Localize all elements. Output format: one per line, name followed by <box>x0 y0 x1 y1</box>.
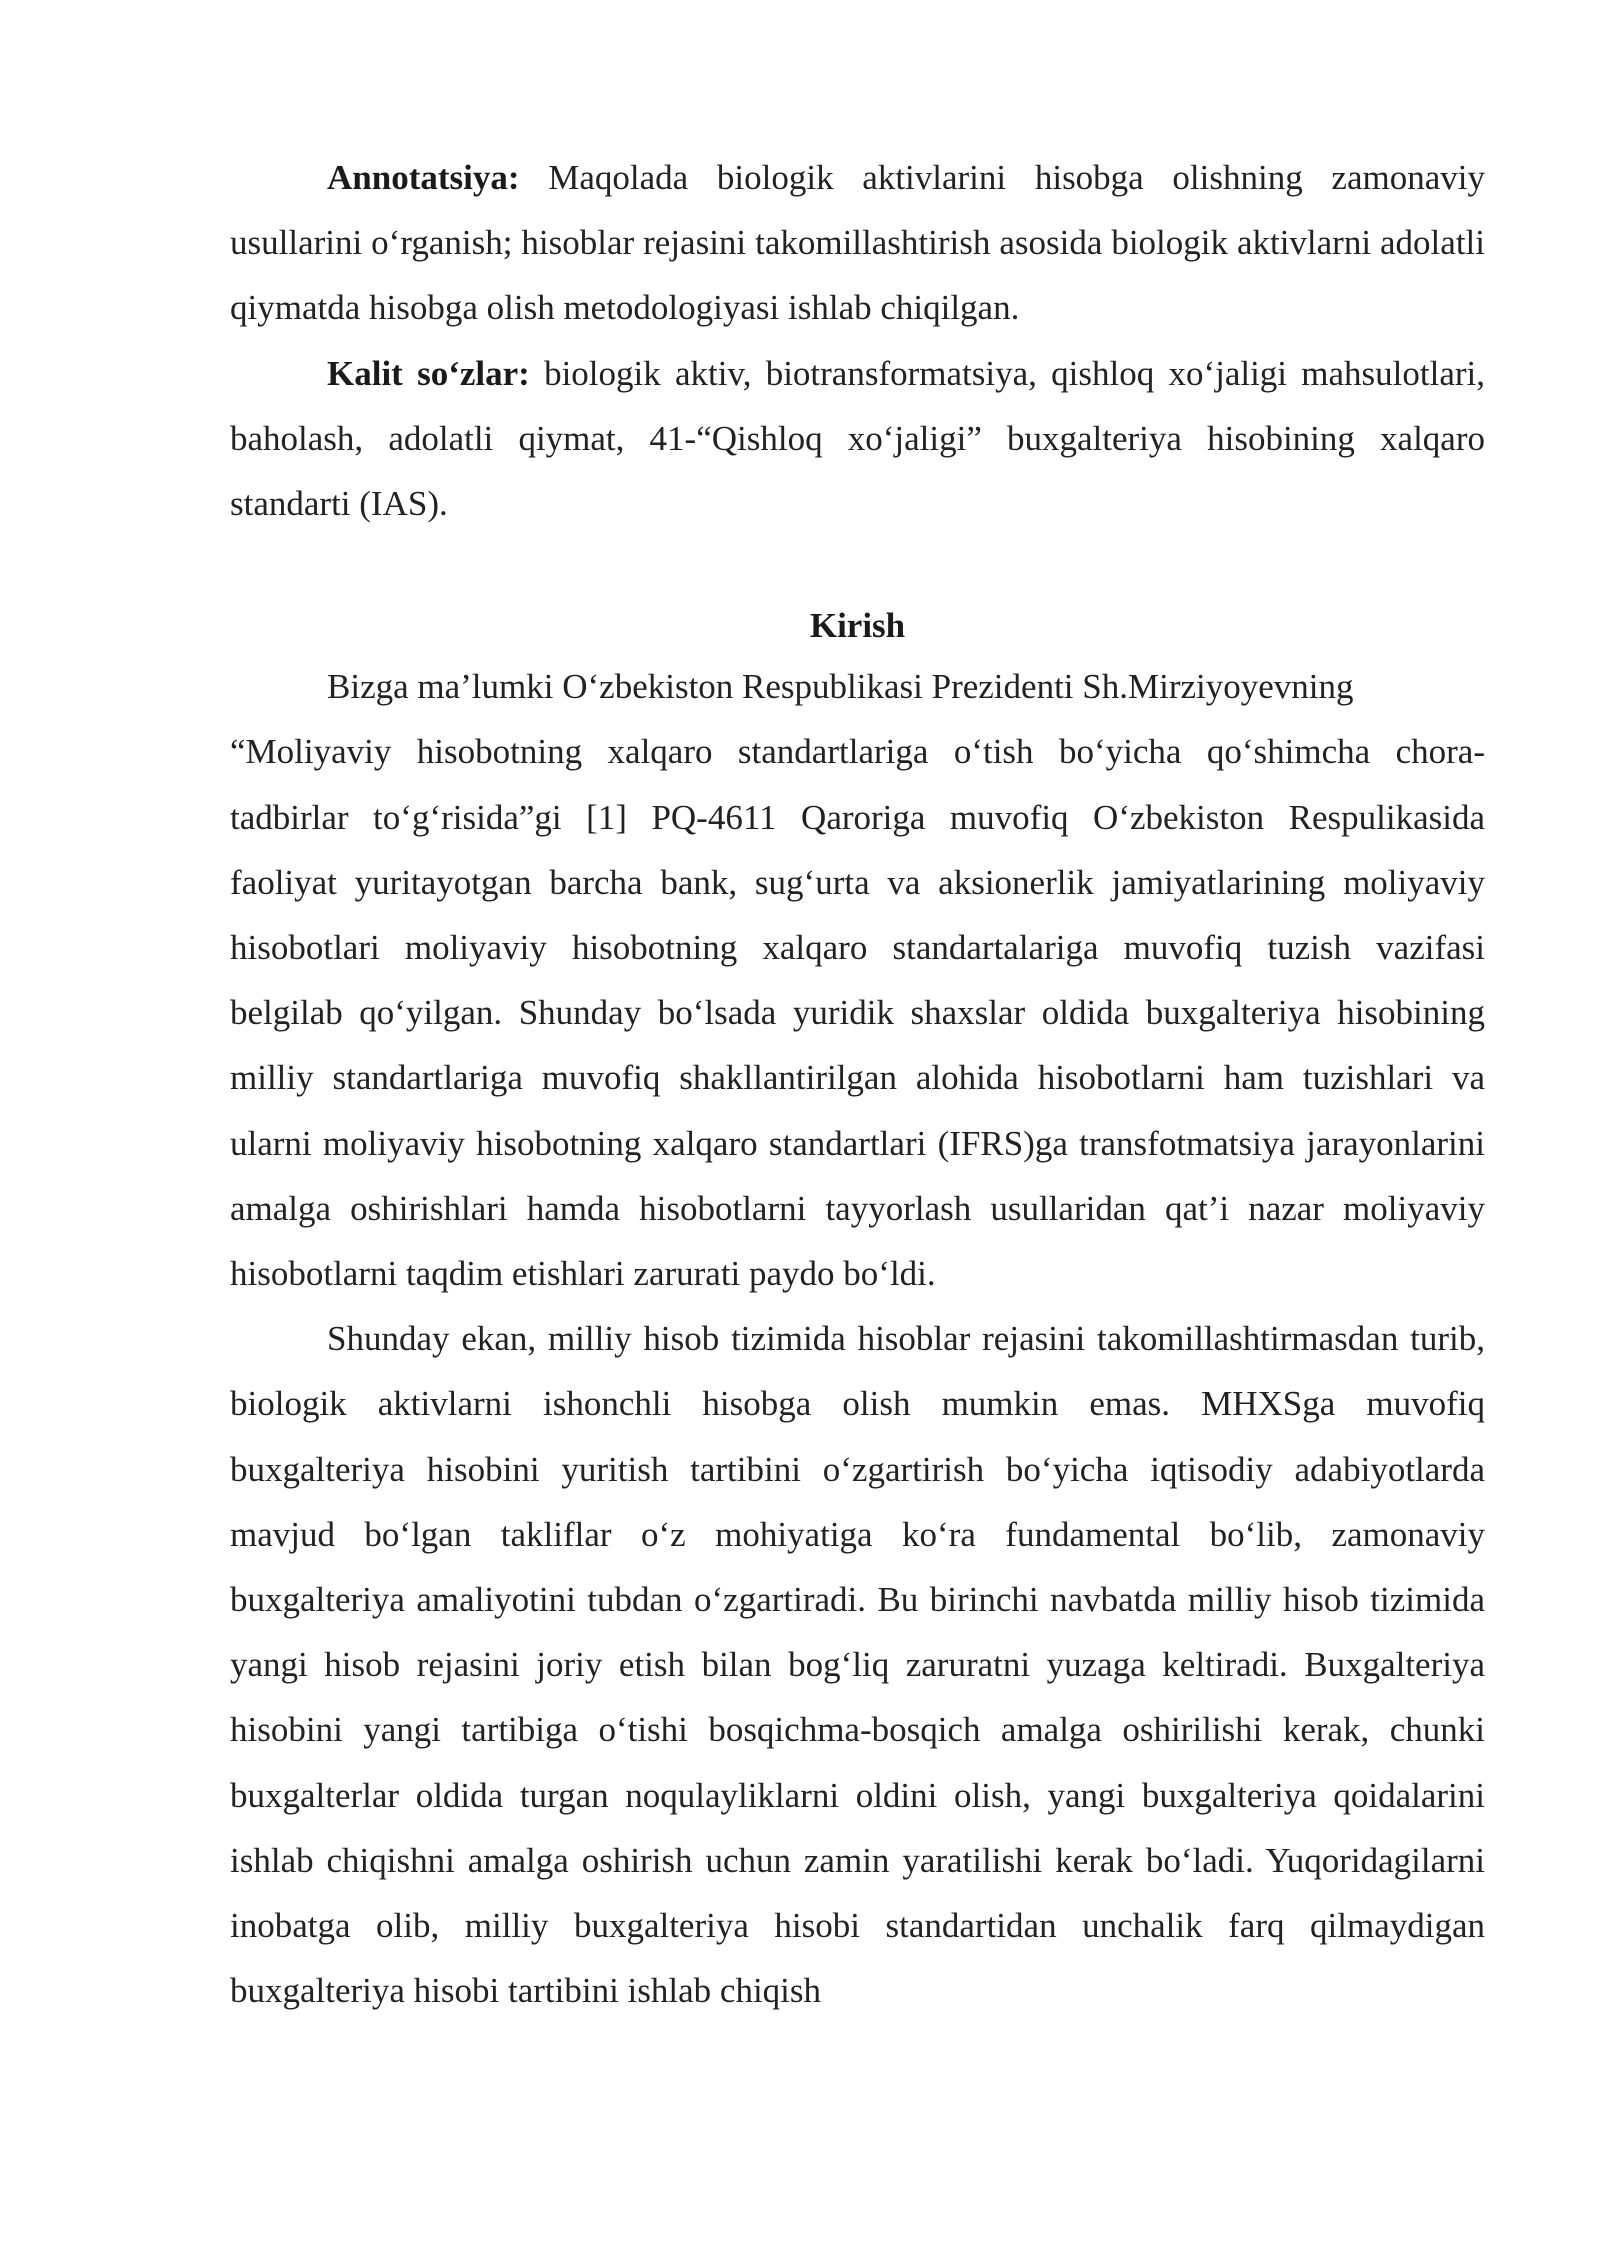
intro-paragraph-1-first-line: Bizga ma’lumki O‘zbekiston Respublikasi Prezidenti Sh.Mirziyoyevning <box>327 667 1354 707</box>
section-heading: Kirish <box>809 606 906 646</box>
abstract-paragraph <box>230 145 1485 341</box>
abstract-text: Maqolada biologik aktivlarini hisobga olishning zamonaviy usullarini o‘rganish; hisoblar rejasini takomillashtirish asosida biologik aktivlarni adolatli qiymatda hisobga olish metodologiyasi ishlab chiqilgan. <box>230 158 1485 328</box>
intro-paragraph-1 <box>230 654 1485 1306</box>
abstract-label: Annotatsiya: <box>327 158 520 197</box>
intro-paragraph-2: Shunday ekan, milliy hisob tizimida hisoblar rejasini takomillashtirmasdan turib, biologik aktivlarni ishonchli hisobga olish mumkin emas. MHXSga muvofiq buxgalteriya hisobini yuritish tartibini o‘zgartirish bo‘yicha iqtisodiy adabiyotlarda mavjud bo‘lgan takliflar o‘z mohiyatiga ko‘ra fundamental bo‘lib, zamonaviy buxgalteriya amaliyotini tubdan o‘zgartiradi. Bu birinchi navbatda milliy hisob tizimida yangi hisob rejasini joriy etish bilan bog‘liq zaruratni yuzaga keltiradi. Buxgalteriya hisobini yangi tartibiga o‘tishi bosqichma-bosqich amalga oshirilishi kerak, chunki buxgalterlar oldida turgan noqulayliklarni oldini olish, yangi buxgalteriya qoidalarini ishlab chiqishni amalga oshirish uchun zamin yaratilishi kerak bo‘ladi. Yuqoridagilarni inobatga olib, milliy buxgalteriya hisobi standartidan unchalik farq qilmaydigan buxgalteriya hisobi tartibini ishlab chiqish <box>230 1319 1485 2011</box>
keywords-text: biologik aktiv, biotransformatsiya, qishloq xo‘jaligi mahsulotlari, baholash, adolatli qiymat, 41-“Qishloq xo‘jaligi” buxgalteriya hisobining xalqaro standarti (IAS). <box>230 353 1485 524</box>
document-page <box>230 145 1485 2023</box>
intro-paragraph-1-text: “Moliyaviy hisobotning xalqaro standartlariga o‘tish bo‘yicha qo‘shimcha chora-tadbirlar to‘g‘risida”gi [1] PQ-4611 Qaroriga muvofiq O‘zbekiston Respulikasida faoliyat yuritayotgan barcha bank, sug‘urta va aksionerlik jamiyatlarining moliyaviy hisobotlari moliyaviy hisobotning xalqaro standartalariga muvofiq tuzish vazifasi belgilab qo‘yilgan. Shunday bo‘lsada yuridik shaxslar oldida buxgalteriya hisobining milliy standartlariga muvofiq shakllantirilgan alohida hisobotlarni ham tuzishlari va ularni moliyaviy hisobotning xalqaro standartlari (IFRS)ga transfotmatsiya jarayonlarini amalga oshirishlari hamda hisobotlarni tayyorlash usullaridan qat’i nazar moliyaviy hisobotlarni taqdim etishlari zarurati paydo bo‘ldi. <box>230 732 1485 1294</box>
keywords-paragraph <box>230 341 1485 537</box>
keywords-label: Kalit so‘zlar: <box>327 353 530 393</box>
